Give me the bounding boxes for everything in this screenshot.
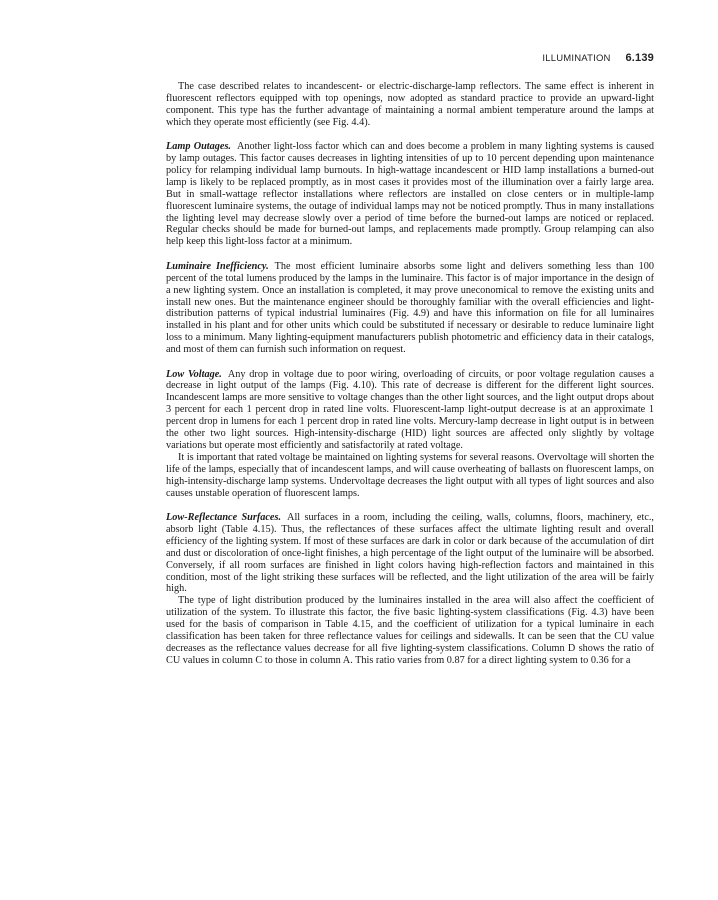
section-heading: Luminaire Inefficiency. [166, 260, 269, 272]
page-body [166, 81, 654, 667]
paragraph-text: The most efficient luminaire absorbs some light and delivers something less than 100 percent of the total lumens produced by the lamps in the luminaire. This factor is of major importance in the design of a new lighting system. Once an installation is completed, it may prove uneconomical to remove the existing units and install new ones. But the maintenance engineer should be thoroughly familiar with the overall efficiencies and light-distribution patterns of typical industrial luminaires (Fig. 4.9) and have this information on file for all luminaires installed in his plant and for other units which could be substituted if necessary or desirable to reduce luminaire light loss to a minimum. Many lighting-equipment manufacturers publish photometric and efficiency data in their catalogs, and most of them can furnish such information on request. [166, 260, 655, 356]
low-reflectance-paragraph [166, 512, 654, 595]
low-voltage-paragraph [166, 369, 654, 452]
paragraph-text: All surfaces in a room, including the ceiling, walls, columns, floors, machinery, etc., absorb light (Table 4.15). Thus, the reflectances of these surfaces affect the ultimate lighting result and overall efficiency of the lighting system. If most of these surfaces are dark in color or dark because of the accumulation of dirt and dust or discoloration of once-light finishes, a high percentage of the light output of the luminaire will be absorbed. Conversely, if all room surfaces are finished in light colors having high-reflection factors and maintained in this condition, most of the light striking these surfaces will be reflected, and the light utilization of the area will be fairly high. [166, 512, 654, 595]
low-voltage-paragraph-2: It is important that rated voltage be maintained on lighting systems for several reasons. Overvoltage will shorten the life of the lamps, especially that of incandescent lamps, and will cause overheating of ballasts on fluorescent lamps, on high-intensity-discharge lamp systems. Undervoltage decreases the light output with all types of light sources and also causes unstable operation of fluorescent lamps. [166, 451, 654, 499]
low-reflectance-paragraph-2: The type of light distribution produced by the luminaires installed in the area will also affect the coefficient of utilization of the system. To illustrate this factor, the five basic lighting-system classifications (Fig. 4.3) have been used for the basis of comparison in Table 4.15, and the coefficient of utilization for a typical luminaire in each classification has been taken for three reflectance values for ceilings and sidewalls. It can be seen that the CU value decreases as the reflectance values decrease for all five lighting-system classifications. Column D shows the ratio of CU values in column C to those in column A. This ratio varies from 0.87 for a direct lighting system to 0.36 for a [166, 595, 654, 666]
paragraph-text: Another light-loss factor which can and does become a problem in many lighting systems is caused by lamp outages. This factor causes decreases in lighting intensities of up to 10 percent depending upon maintenance policy for relamping individual lamp burnouts. In high-wattage incandescent or HID lamp installations a burned-out lamp is likely to be replaced promptly, as in most cases it provides most of the illumination over a fairly large area. But in small-wattage reflector installations where reflectors are installed on close centers or in multiple-lamp fluorescent luminaire systems, the outage of individual lamps may not be noticed promptly. Thus in many installations the lighting level may decrease slowly over a period of time before the burned-out lamps are noticed or replaced. Regular checks should be made for burned-out lamps, and replacements made promptly. Group relamping can also help keep this light-loss factor at a minimum. [166, 141, 654, 248]
page-number: 6.139 [625, 52, 654, 64]
section-heading: Low-Reflectance Surfaces. [166, 512, 282, 523]
paragraph-text: Any drop in voltage due to poor wiring, overloading of circuits, or poor voltage regulation causes a decrease in light output of the lamps (Fig. 4.10). This rate of decrease is different for the different light sources. Incandescent lamps are more sensitive to voltage changes than the other light sources, and the light output drops about 3 percent for each 1 percent drop in rated line volts. Fluorescent-lamp light-output decrease is at an approximate 1 percent drop in lumens for each 1 percent drop in rated line volts. Mercury-lamp decrease in light output is in between the other two light sources. High-intensity-discharge (HID) light sources are affected only slightly by voltage variations but operate most efficiently and satisfactorily at rated voltage. [166, 368, 654, 451]
luminaire-inefficiency-paragraph [166, 261, 654, 356]
running-head-section: ILLUMINATION [542, 53, 611, 64]
intro-paragraph: The case described relates to incandescent- or electric-discharge-lamp reflectors. The same effect is inherent in fluorescent reflectors equipped with top openings, now adopted as standard practice to provide an upward-light component. This type has the further advantage of maintaining a normal ambient temperature around the lamps at which they operate most efficiently (see Fig. 4.4). [166, 81, 654, 128]
section-heading: Low Voltage. [166, 368, 222, 380]
section-heading: Lamp Outages. [166, 141, 231, 153]
running-header [542, 52, 654, 64]
lamp-outages-paragraph [166, 141, 654, 248]
